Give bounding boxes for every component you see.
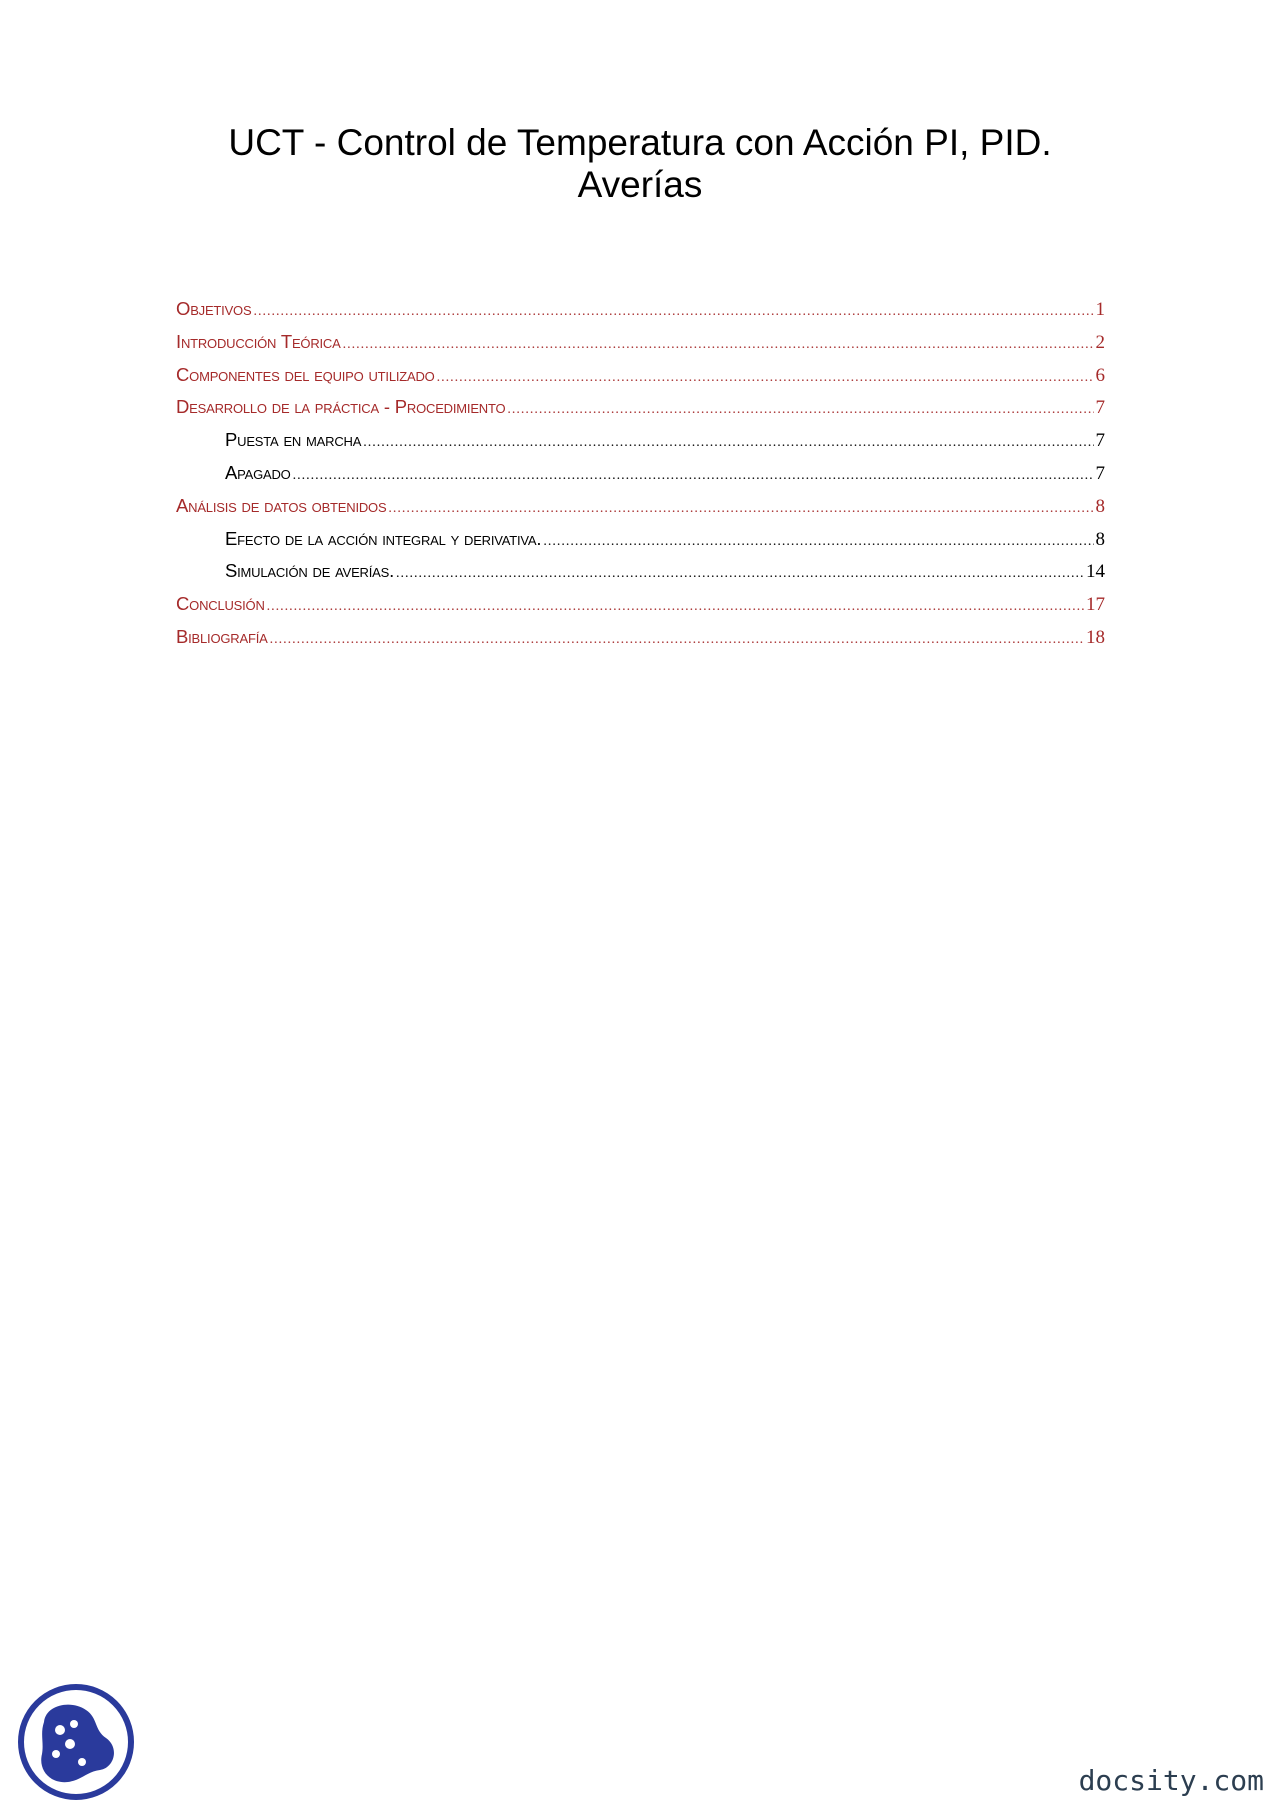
toc-dot-leader	[343, 337, 1094, 353]
toc-entry-conclusion[interactable]	[176, 593, 1105, 626]
docsity-brand-link[interactable]: docsity.com	[1078, 1764, 1264, 1797]
toc-entry-apagado[interactable]	[176, 462, 1105, 495]
toc-entry-label: Objetivos	[176, 298, 252, 319]
table-of-contents	[176, 298, 1105, 659]
toc-page-number: 2	[1095, 331, 1105, 353]
toc-page-number: 14	[1086, 561, 1105, 583]
title-line-1: UCT - Control de Temperatura con Acción PI, PID.	[228, 122, 1052, 163]
toc-dot-leader	[267, 599, 1084, 615]
toc-entry-puesta-en-marcha[interactable]	[176, 429, 1105, 462]
toc-page-number: 8	[1095, 495, 1105, 517]
toc-entry-componentes[interactable]	[176, 364, 1105, 397]
toc-entry-label: Introducción Teórica	[176, 330, 341, 352]
toc-entry-desarrollo[interactable]	[176, 396, 1105, 429]
document-title	[0, 122, 1280, 206]
toc-dot-leader	[507, 402, 1093, 418]
toc-page-number: 17	[1086, 594, 1105, 616]
toc-entry-bibliografia[interactable]	[176, 626, 1105, 659]
toc-dot-leader	[293, 468, 1094, 484]
toc-entry-efecto-accion[interactable]	[176, 528, 1105, 561]
toc-dot-leader	[543, 534, 1093, 550]
toc-page-number: 8	[1095, 528, 1105, 550]
toc-page-number: 1	[1095, 299, 1105, 320]
title-line-2: Averías	[577, 164, 703, 205]
toc-entry-simulacion-averias[interactable]	[176, 560, 1105, 593]
toc-dot-leader	[363, 435, 1093, 451]
toc-page-number: 6	[1095, 364, 1105, 386]
toc-entry-label: Efecto de la acción integral y derivativa.	[225, 527, 542, 549]
toc-dot-leader	[270, 632, 1084, 648]
toc-entry-label: Conclusión	[176, 593, 265, 615]
toc-page-number: 18	[1086, 626, 1105, 648]
toc-entry-objetivos[interactable]	[176, 298, 1105, 331]
toc-page-number: 7	[1095, 430, 1105, 452]
toc-dot-leader	[396, 566, 1084, 582]
toc-entry-label: Apagado	[225, 461, 291, 483]
toc-entry-label: Bibliografía	[176, 625, 268, 647]
toc-page-number: 7	[1095, 462, 1105, 484]
toc-entry-label: Simulación de averías.	[225, 560, 395, 582]
toc-entry-label: Análisis de datos obtenidos	[176, 494, 387, 516]
toc-entry-label: Puesta en marcha	[225, 429, 362, 451]
toc-page-number: 7	[1095, 397, 1105, 419]
toc-dot-leader	[388, 501, 1093, 517]
docsity-logo-icon[interactable]	[16, 1682, 136, 1802]
toc-entry-analisis[interactable]	[176, 495, 1105, 528]
toc-dot-leader	[437, 370, 1094, 386]
logo-graphic	[16, 1682, 136, 1802]
toc-dot-leader	[253, 304, 1093, 320]
toc-entry-label: Componentes del equipo utilizado	[176, 363, 435, 385]
toc-entry-label: Desarrollo de la práctica - Procedimiento	[176, 396, 506, 418]
toc-entry-introduccion[interactable]	[176, 331, 1105, 364]
